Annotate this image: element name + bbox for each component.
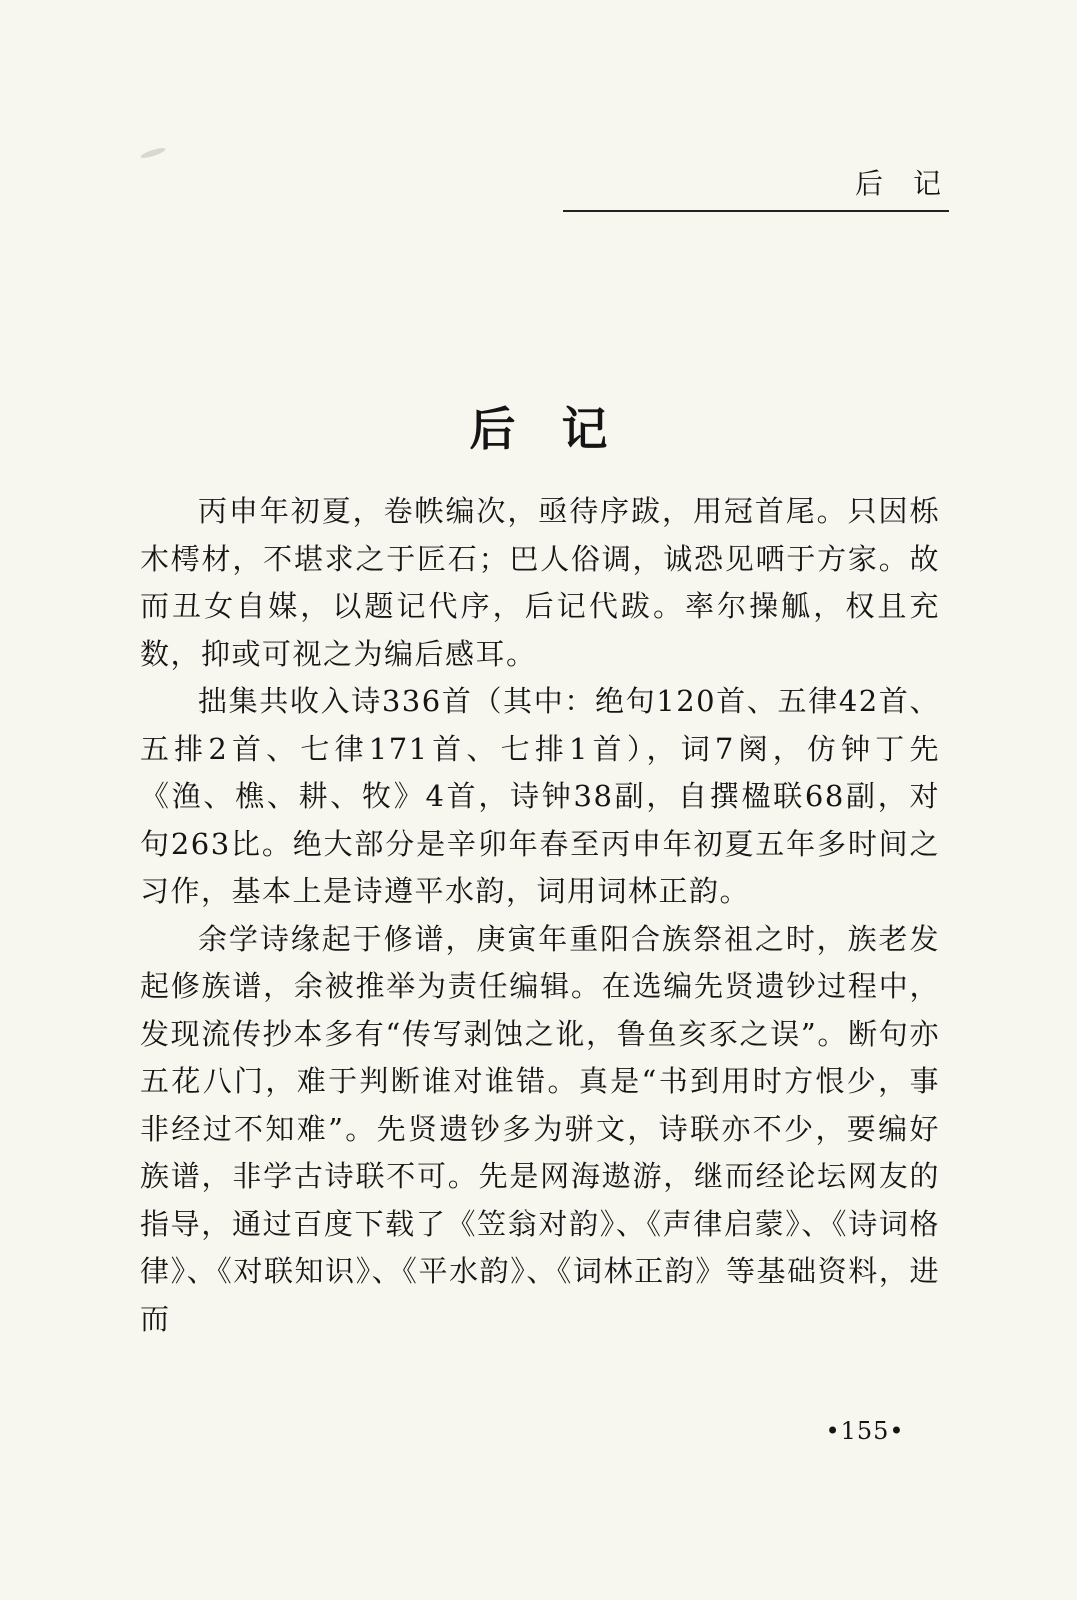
chapter-title: 后记 (469, 401, 654, 456)
running-header-text: 后记 (854, 167, 971, 200)
page-number: •155• (825, 1417, 905, 1445)
body-text (140, 488, 940, 1343)
paragraph-3: 余学诗缘起于修谱，庚寅年重阳合族祭祖之时，族老发起修族谱，余被推举为责任编辑。在选编先贤遗钞过程中，发现流传抄本多有“传写剥蚀之讹，鲁鱼亥豕之误”。断句亦五花八门，难于判断谁对谁错。真是“书到用时方恨少，事非经过不知难”。先贤遗钞多为骈文，诗联亦不少，要编好族谱，非学古诗联不可。先是网海遨游，继而经论坛网友的指导，通过百度下载了《笠翁对韵》、《声律启蒙》、《诗词格律》、《对联知识》、《平水韵》、《词林正韵》等基础资料，进而 (140, 921, 940, 1336)
paragraph-1: 丙申年初夏，卷帙编次，亟待序跋，用冠首尾。只因栎木樗材，不堪求之于匠石；巴人俗调，诚恐见哂于方家。故而丑女自媒，以题记代序，后记代跋。率尔操觚，权且充数，抑或可视之为编后感耳。 (140, 494, 940, 671)
running-header (563, 166, 971, 212)
paragraph-2: 拙集共收入诗336首（其中：绝句120首、五律42首、五排2首、七律171首、七排1首），词7阕，仿钟丁先《渔、樵、耕、牧》4首，诗钟38副，自撰楹联68副，对句263比。绝大部分是辛卯年春至丙申年初夏五年多时间之习作，基本上是诗遵平水韵，词用词林正韵。 (140, 684, 940, 908)
scan-mark (140, 146, 167, 160)
